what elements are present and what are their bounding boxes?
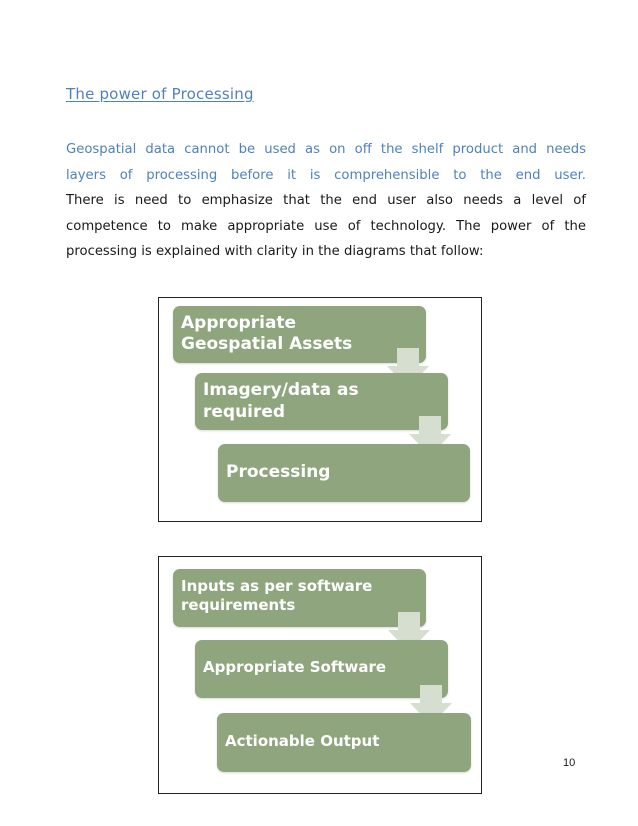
diagram-2-step-3: [217, 713, 471, 772]
diagram-2-step-2-line-1: Appropriate Software: [203, 658, 387, 676]
diagram-1-step-1-line-1: Appropriate: [181, 313, 297, 333]
diagram-1-step-3: [218, 444, 470, 502]
paragraph-line-4: competence to make appropriate use of technology. The power of the: [66, 218, 586, 234]
page-number: 10: [563, 757, 576, 769]
paragraph-line-3: There is need to emphasize that the end user also needs a level of: [66, 193, 586, 208]
diagram-1-step-1-line-2: Geospatial Assets: [181, 334, 353, 354]
diagram-1-step-2-line-1: Imagery/data as: [203, 380, 359, 400]
diagram-1: [158, 297, 482, 522]
diagram-2-step-1-line-2: requirements: [181, 596, 296, 614]
diagram-1-step-3-line-1: Processing: [226, 462, 331, 482]
diagram-2-step-1-line-1: Inputs as per software: [181, 577, 373, 595]
section-heading: The power of Processing: [66, 85, 254, 103]
paragraph-line-5: processing is explained with clarity in the diagrams that follow:: [66, 244, 484, 259]
diagram-1-step-2-line-2: required: [203, 402, 286, 422]
body-paragraph: [66, 137, 586, 265]
diagram-2: [158, 556, 482, 794]
paragraph-line-1: Geospatial data cannot be used as on off the shelf product and needs: [66, 142, 586, 157]
diagram-2-step-3-line-1: Actionable Output: [225, 732, 380, 750]
paragraph-line-2: layers of processing before it is comprehensible to the end user.: [66, 167, 586, 183]
